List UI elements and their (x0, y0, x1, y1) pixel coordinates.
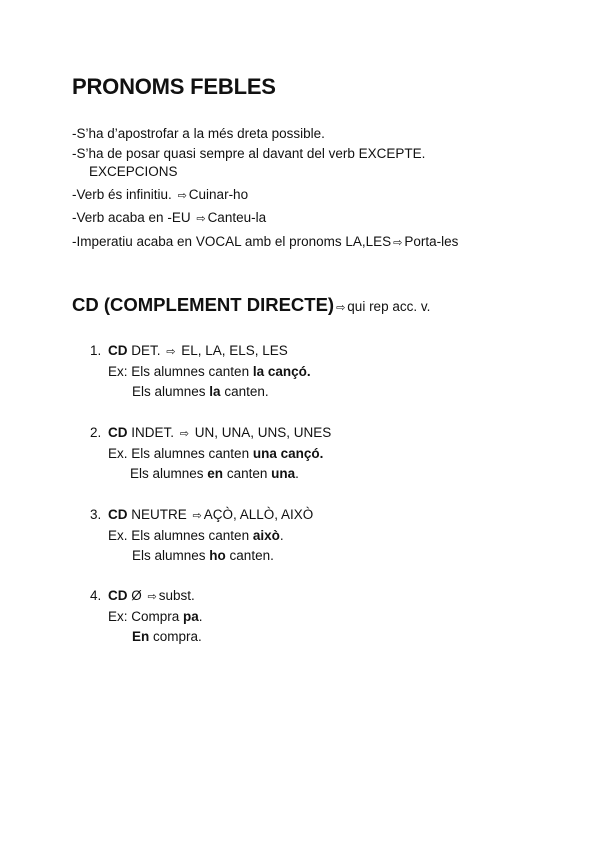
item-number: 1. (90, 343, 102, 358)
arrow-right-icon: ⇨ (166, 346, 176, 358)
item-forms: EL, LA, ELS, LES (177, 343, 288, 358)
item-cd: CD (108, 425, 128, 440)
list-item (90, 505, 313, 566)
answer-bold: ho (209, 548, 226, 563)
example-bold: la cançó. (252, 364, 311, 379)
section-heading (72, 294, 430, 316)
item-cd: CD (108, 588, 128, 603)
arrow-right-icon: ⇨ (192, 510, 202, 522)
item-forms: AÇÒ, ALLÒ, AIXÒ (203, 507, 314, 522)
rule-text: -Imperatiu acaba en VOCAL amb el pronoms LA,LES (72, 234, 392, 249)
answer-text: Els alumnes (130, 466, 208, 481)
rule-position (72, 145, 425, 181)
rule-imperative (72, 233, 458, 252)
answer-text: canten. (225, 548, 274, 563)
item-example (90, 444, 331, 464)
item-example (90, 526, 313, 546)
answer-text: . (295, 466, 299, 481)
item-example (90, 607, 203, 627)
item-answer (90, 546, 313, 566)
item-cd: CD (108, 343, 128, 358)
answer-text: Els alumnes (132, 384, 210, 399)
item-cd: CD (108, 507, 128, 522)
rule-apostrophe (72, 125, 325, 143)
example-text: Ex: Els alumnes canten (108, 364, 253, 379)
answer-bold: una (271, 466, 296, 481)
rule-text: -Verb acaba en -EU (72, 210, 191, 225)
item-forms: subst. (158, 588, 195, 603)
answer-text: Els alumnes (132, 548, 210, 563)
arrow-right-icon: ⇨ (179, 428, 189, 440)
item-heading (90, 341, 311, 362)
arrow-right-icon: ⇨ (177, 190, 187, 202)
example-text: . (279, 528, 284, 543)
example-text: Ex. Els alumnes canten (108, 528, 253, 543)
item-label: Ø (127, 588, 146, 603)
item-heading (90, 505, 313, 526)
item-label: INDET. (127, 425, 178, 440)
item-number: 4. (90, 588, 102, 603)
example-text: Ex: Compra (108, 609, 184, 624)
answer-bold: En (132, 629, 150, 644)
item-answer (90, 627, 203, 647)
list-item (90, 586, 203, 647)
answer-bold: en (207, 466, 224, 481)
section-title: CD (COMPLEMENT DIRECTE) (72, 294, 335, 315)
example-bold: això (252, 528, 280, 543)
section-note: qui rep acc. v. (347, 299, 431, 314)
rule-subtext: EXCEPCIONS (89, 164, 178, 179)
rule-example: Canteu-la (207, 210, 267, 225)
answer-bold: la (209, 384, 221, 399)
arrow-right-icon: ⇨ (196, 213, 206, 225)
rule-eu-ending (72, 209, 266, 228)
answer-text: compra. (149, 629, 202, 644)
item-label: NEUTRE (127, 507, 191, 522)
item-number: 3. (90, 507, 102, 522)
example-bold: pa (183, 609, 199, 624)
item-answer (90, 382, 311, 402)
item-heading (90, 423, 331, 444)
rule-example: Cuinar-ho (188, 187, 249, 202)
list-item (90, 423, 331, 484)
arrow-right-icon: ⇨ (147, 591, 157, 603)
example-bold: una cançó. (252, 446, 324, 461)
arrow-right-icon: ⇨ (336, 302, 346, 314)
example-text: . (198, 609, 203, 624)
rule-text: -S’ha de posar quasi sempre al davant del verb EXCEPTE. (72, 146, 426, 161)
rule-example: Porta-les (404, 234, 459, 249)
page-title: PRONOMS FEBLES (72, 74, 276, 99)
item-example (90, 362, 311, 382)
arrow-right-icon: ⇨ (393, 237, 403, 249)
rule-infinitive (72, 186, 248, 205)
list-item (90, 341, 311, 402)
item-label: DET. (127, 343, 165, 358)
example-text: Ex. Els alumnes canten (108, 446, 253, 461)
item-number: 2. (90, 425, 102, 440)
rule-text: -S’ha d’apostrofar a la més dreta possible. (72, 126, 325, 141)
item-answer (90, 464, 331, 484)
item-forms: UN, UNA, UNS, UNES (190, 425, 332, 440)
rule-text: -Verb és infinitiu. (72, 187, 172, 202)
item-heading (90, 586, 203, 607)
answer-text: canten. (220, 384, 269, 399)
answer-text: canten (223, 466, 272, 481)
